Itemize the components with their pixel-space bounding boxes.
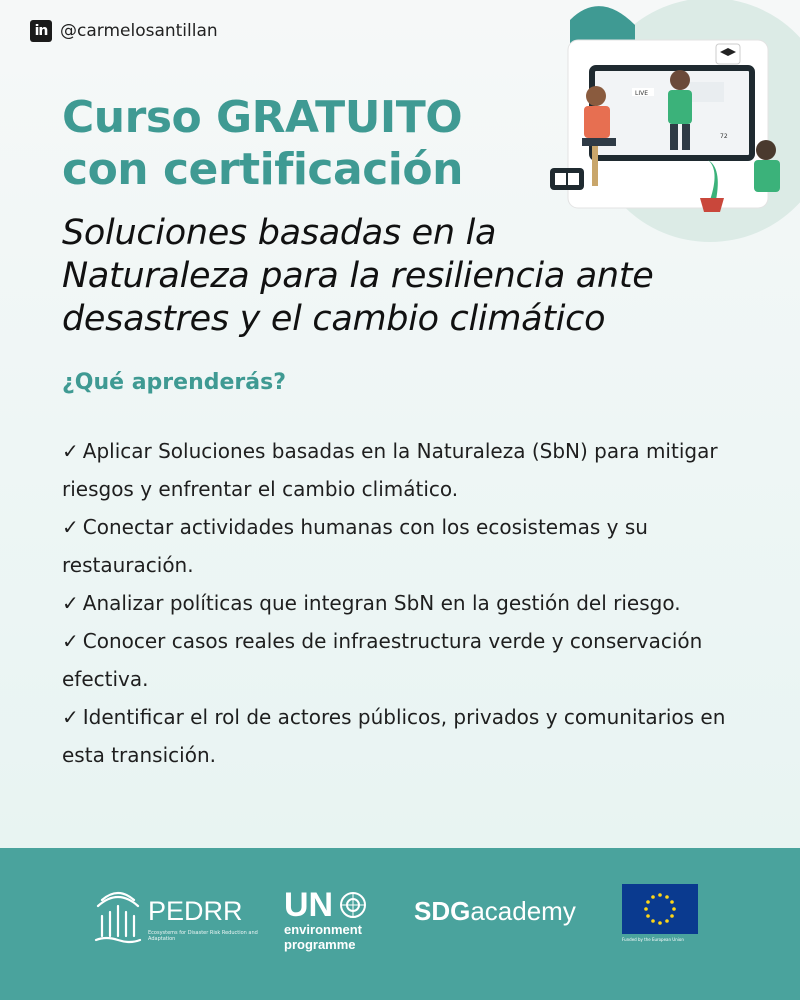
viewers-count: 72 bbox=[720, 133, 728, 140]
course-title-line1: Curso GRATUITO bbox=[62, 92, 463, 143]
sdg-rest: academy bbox=[470, 896, 576, 926]
checkmark-icon: ✓ bbox=[62, 515, 79, 539]
list-item-text: Conectar actividades humanas con los ecosistemas y su restauración. bbox=[62, 515, 648, 577]
eu-logo bbox=[622, 884, 698, 942]
learning-outcomes-list bbox=[62, 432, 752, 774]
list-item-text: Aplicar Soluciones basadas en la Naturaleza (SbN) para mitigar riesgos y enfrentar el cambio climático. bbox=[62, 439, 718, 501]
checkmark-icon: ✓ bbox=[62, 439, 79, 463]
un-mark: UN bbox=[284, 886, 334, 924]
student2-head bbox=[756, 140, 776, 160]
pedrr-logo bbox=[92, 886, 262, 948]
sdg-academy-logo bbox=[414, 896, 576, 927]
un-line1: environment bbox=[284, 922, 363, 937]
list-item-text: Conocer casos reales de infraestructura verde y conservación efectiva. bbox=[62, 629, 703, 691]
course-subtitle-line3: desastres y el cambio climático bbox=[62, 299, 606, 339]
tree-icon bbox=[92, 886, 144, 944]
presenter-head bbox=[670, 70, 690, 90]
handle-text[interactable]: @carmelosantillan bbox=[60, 21, 218, 41]
pedrr-name: PEDRR bbox=[148, 896, 243, 926]
unep-logo bbox=[284, 888, 384, 952]
student-head bbox=[586, 86, 606, 106]
un-emblem-icon bbox=[339, 891, 367, 919]
slide-panel bbox=[690, 82, 724, 102]
course-subtitle bbox=[62, 212, 762, 341]
student2-body bbox=[754, 160, 780, 192]
sdg-mark: SDG bbox=[414, 896, 471, 926]
course-title-line2: con certificación bbox=[62, 144, 463, 195]
checkmark-icon: ✓ bbox=[62, 705, 79, 729]
course-subtitle-line2: Naturaleza para la resiliencia ante bbox=[62, 256, 654, 296]
list-item bbox=[62, 584, 752, 622]
live-label: LIVE bbox=[635, 90, 649, 97]
course-subtitle-line1: Soluciones basadas en la bbox=[62, 213, 497, 253]
student-body bbox=[584, 106, 610, 138]
course-title bbox=[62, 92, 542, 196]
presenter-body bbox=[668, 90, 692, 124]
list-item bbox=[62, 698, 752, 774]
pot-shape bbox=[700, 198, 724, 212]
header-handle bbox=[30, 20, 218, 42]
checkmark-icon: ✓ bbox=[62, 591, 79, 615]
linkedin-icon[interactable]: in bbox=[30, 20, 52, 42]
pedrr-tagline: Ecosystems for Disaster Risk Reduction and Adaptation bbox=[148, 930, 258, 942]
eu-caption: Funded by the European Union bbox=[622, 937, 684, 942]
list-item bbox=[62, 432, 752, 508]
eu-flag-icon bbox=[622, 884, 698, 934]
checkmark-icon: ✓ bbox=[62, 629, 79, 653]
partner-logos-footer bbox=[0, 848, 800, 1000]
list-item bbox=[62, 508, 752, 584]
list-item-text: Analizar políticas que integran SbN en la gestión del riesgo. bbox=[82, 591, 681, 615]
learn-heading: ¿Qué aprenderás? bbox=[62, 370, 286, 395]
un-line2: programme bbox=[284, 937, 356, 952]
list-item bbox=[62, 622, 752, 698]
list-item-text: Identificar el rol de actores públicos, privados y comunitarios en esta transición. bbox=[62, 705, 726, 767]
